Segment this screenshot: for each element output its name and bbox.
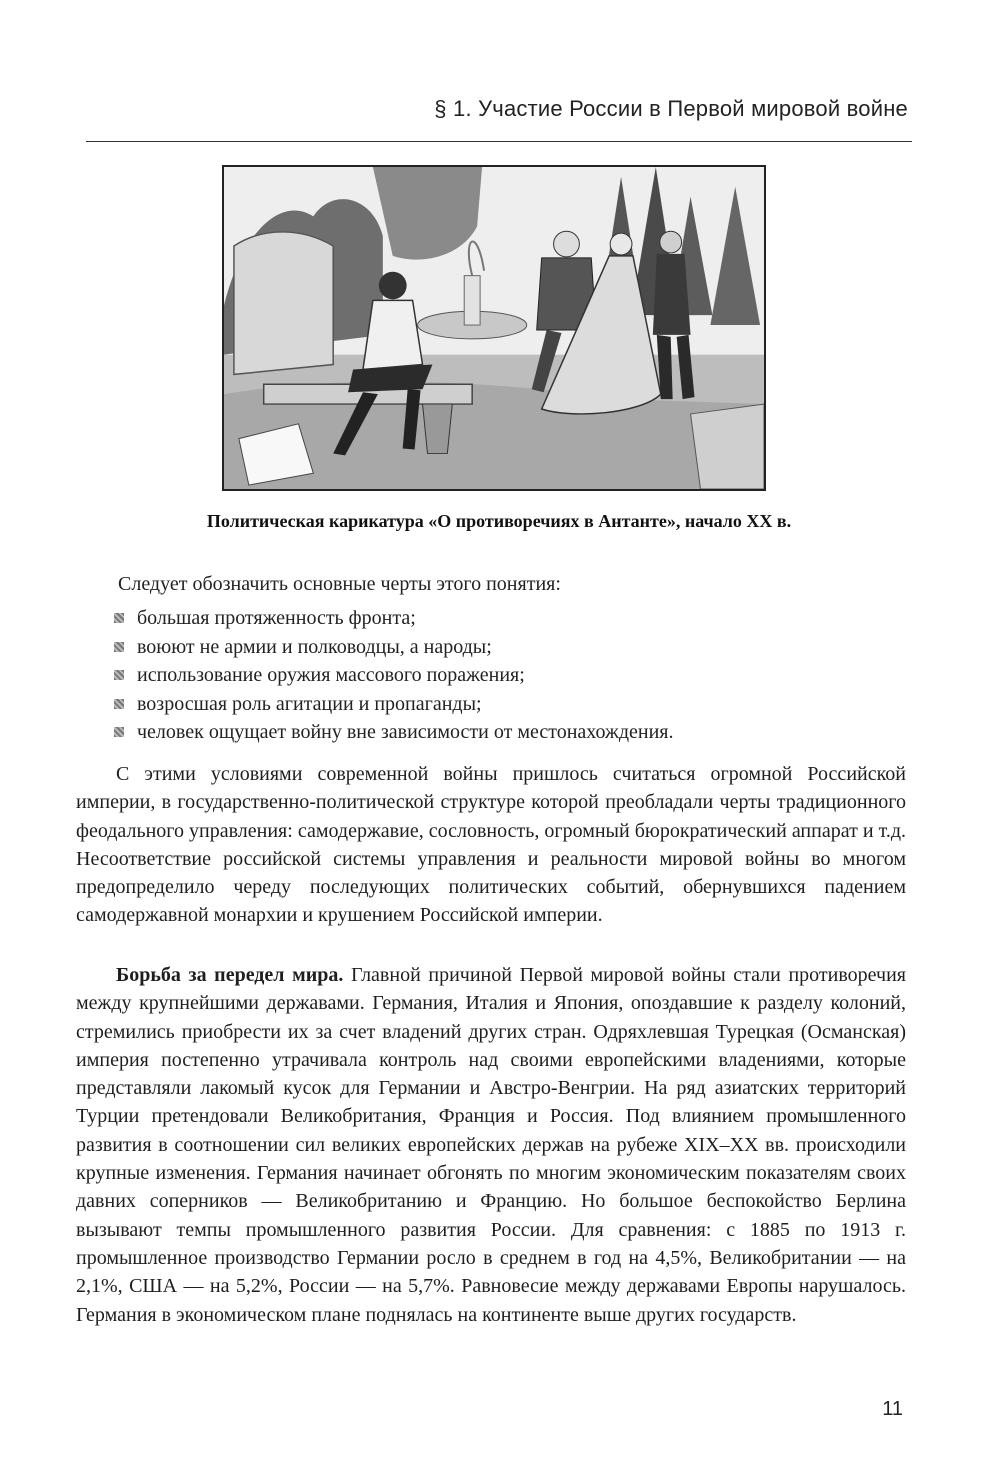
paragraph-modern-war: С этими условиями современной войны пришлось считаться огромной Российской империи, в государственно-политической структуре которой преобладали черты традиционного феодального управления: самодержавие, сословность, огромный бюрократический аппарат и т.д. Несоответствие российской системы управления и реальности мировой войны во многом предопределило череду последующих политических событий, обернувшихся падением самодержавной монархии и крушением Российской империи. xyxy=(76,763,906,927)
paragraph-struggle-for-world xyxy=(76,961,906,1329)
header-rule xyxy=(86,141,912,142)
caricature-illustration xyxy=(222,165,766,491)
list-item-text: большая протяженность фронта; xyxy=(137,607,416,629)
running-title: § 1. Участие России в Первой мировой войне xyxy=(434,96,908,121)
list-item xyxy=(112,718,674,747)
square-bullet-icon xyxy=(114,670,124,680)
caricature-drawing xyxy=(224,167,764,489)
paragraph-heading: Борьба за передел мира. xyxy=(116,964,344,986)
list-item xyxy=(112,690,674,719)
list-item xyxy=(112,633,674,662)
list-item-text: человек ощущает войну вне зависимости от местонахождения. xyxy=(137,721,674,744)
list-item-text: возросшая роль агитации и пропаганды; xyxy=(137,692,482,715)
list-item xyxy=(112,604,674,633)
list-item-text: использование оружия массового поражения; xyxy=(137,664,525,687)
list-item-text: воюют не армии и полководцы, а народы; xyxy=(137,635,492,658)
square-bullet-icon xyxy=(114,699,124,709)
list-item xyxy=(112,661,674,690)
list-intro: Следует обозначить основные черты этого понятия: xyxy=(118,573,561,595)
figure-caption: Политическая карикатура «О противоречиях в Антанте», начало XX в. xyxy=(206,511,792,531)
features-list xyxy=(112,604,674,747)
square-bullet-icon xyxy=(114,727,124,737)
square-bullet-icon xyxy=(114,642,124,652)
page-number: 11 xyxy=(882,1398,903,1420)
paragraph-body: Главной причиной Первой мировой войны стали противоречия между крупнейшими державами. Германия, Италия и Япония, опоздавшие к разделу колоний, стремились приобрести их за счет владений других стран. Одряхлевшая Турецкая (Османская) империя постепенно утрачивала контроль над своими европейскими владениями, которые представляли лакомый кусок для Германии и Австро-Венгрии. На ряд азиатских территорий Турции претендовали Великобритания, Франция и Россия. Под влиянием промышленного развития в соотношении сил великих европейских держав на рубеже XIX–XX вв. происходили крупные изменения. Германия начинает обгонять по многим экономическим показателям своих давних соперников — Великобританию и Францию. Но большое беспокойство Берлина вызывают темпы промышленного развития России. Для сравнения: с 1885 по 1913 г. промышленное производство Германии росло в среднем в год на 4,5%, Великобритании — на 2,1%, США — на 5,2%, России — на 5,7%. Равновесие между державами Европы нарушалось. Германия в экономическом плане поднялась на континенте выше других государств. xyxy=(76,964,906,1326)
square-bullet-icon xyxy=(114,613,124,623)
